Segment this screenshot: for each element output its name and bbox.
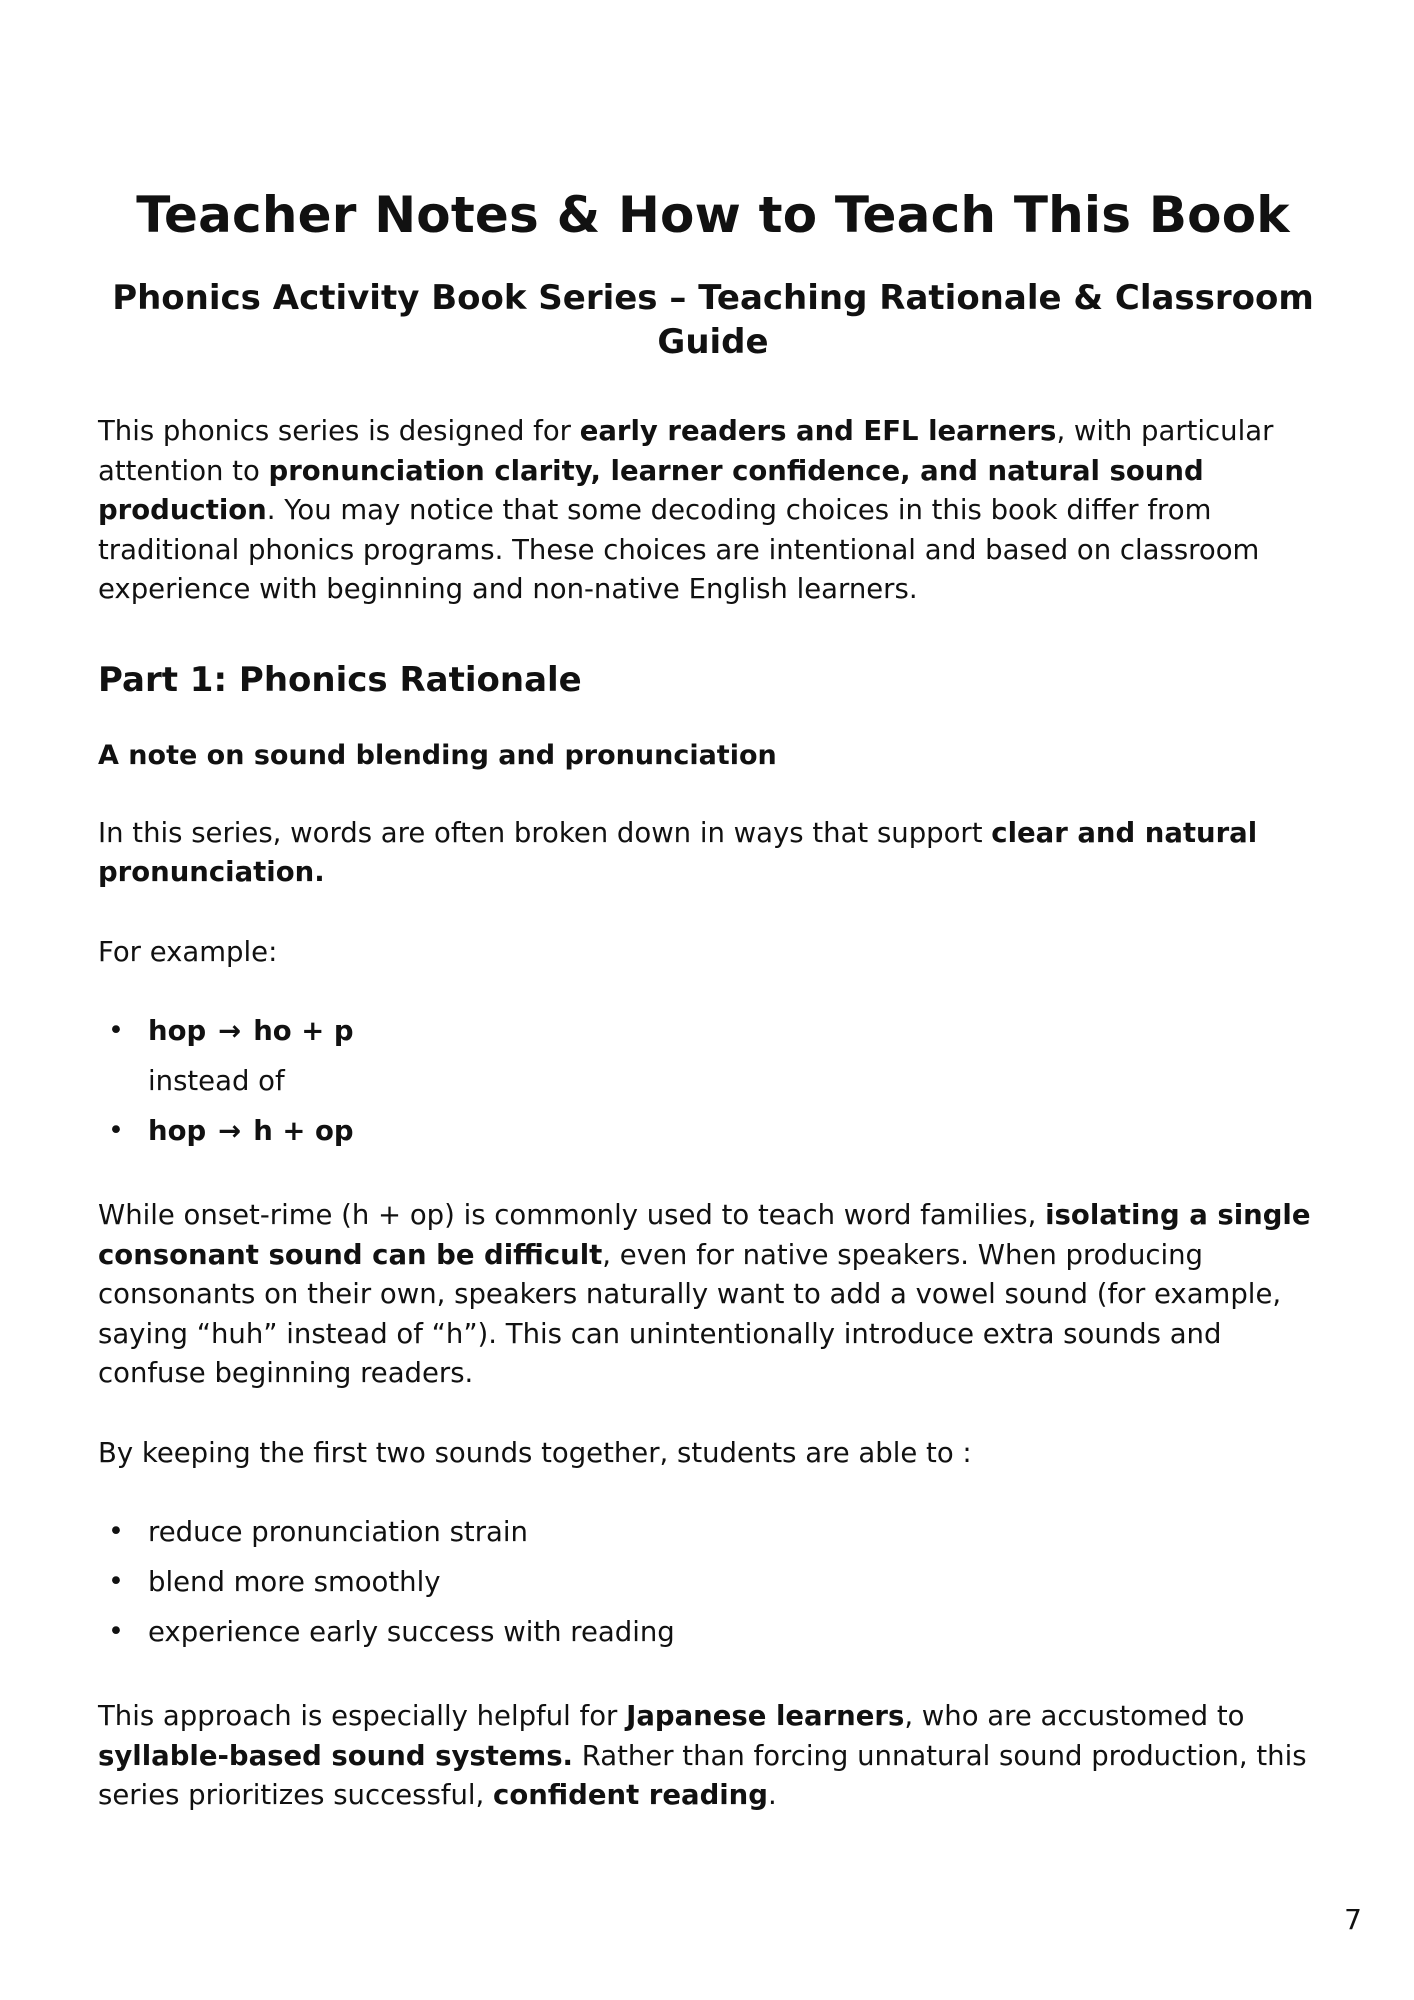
list-item: • blend more smoothly — [98, 1557, 1328, 1607]
list-item: • reduce pronunciation strain — [98, 1507, 1328, 1557]
page-title: Teacher Notes & How to Teach This Book — [136, 186, 1290, 244]
instead-of-text: instead of — [148, 1065, 285, 1097]
page-number: 7 — [1344, 1903, 1362, 1936]
benefits-list — [98, 1507, 1328, 1657]
intro-paragraph: This phonics series is designed for early readers and EFL learners, with particular attention to pronunciation clarity, learner confidence, and natural sound production. You may notice that some decoding choices in this book differ from traditional phonics programs. These choices are intentional and based on classroom experience with beginning and non-native English learners. — [98, 415, 1274, 605]
right-arrow-icon: → — [218, 1015, 242, 1047]
bullet-icon: • — [108, 1616, 124, 1647]
for-example-label: For example: — [98, 935, 278, 968]
approach-paragraph: This approach is especially helpful for Japanese learners, who are accustomed to syllable-based sound systems. Rather than forcing unnatural sound production, this series prioritizes successful, confident reading. — [98, 1700, 1307, 1811]
list-item: • experience early success with reading — [98, 1607, 1328, 1657]
series-paragraph: In this series, words are often broken down in ways that support clear and natural pronunciation. — [98, 816, 1258, 888]
examples-list — [98, 1006, 1328, 1156]
part1-heading: Part 1: Phonics Rationale — [98, 659, 582, 700]
note-heading: A note on sound blending and pronunciation — [98, 739, 777, 771]
page-content — [98, 180, 1328, 1816]
page-subtitle: Phonics Activity Book Series – Teaching Rationale & Classroom Guide — [112, 278, 1314, 362]
example-item: • hop → h + op — [98, 1106, 1328, 1156]
by-keeping-paragraph: By keeping the first two sounds together, students are able to : — [98, 1436, 972, 1469]
bullet-icon: • — [108, 1566, 124, 1597]
bullet-icon: • — [108, 1015, 124, 1046]
while-paragraph: While onset-rime (h + op) is commonly used to teach word families, isolating a single consonant sound can be difficult, even for native speakers. When producing consonants on their own, speakers naturally want to add a vowel sound (for example, saying “huh” instead of “h”). This can unintentionally introduce extra sounds and confuse beginning readers. — [98, 1199, 1311, 1389]
right-arrow-icon: → — [218, 1115, 242, 1147]
example-item: • hop → ho + p — [98, 1006, 1328, 1056]
bullet-icon: • — [108, 1115, 124, 1146]
bullet-icon: • — [108, 1516, 124, 1547]
